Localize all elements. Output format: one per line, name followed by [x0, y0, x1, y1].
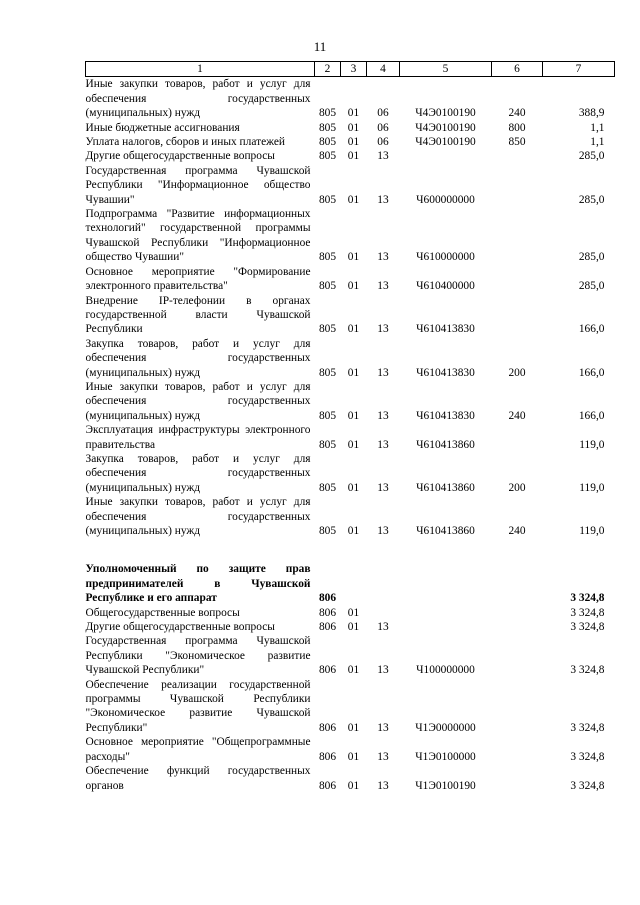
cell-code-admin: 805: [318, 193, 337, 206]
cell-expense-type: 240: [508, 409, 526, 422]
cell-expense-type: [492, 678, 543, 736]
cell-amount: 3 324,8: [570, 592, 605, 605]
cell-target-article: Ч610413830: [416, 366, 475, 379]
cell-target-article: Ч4Э0100190: [415, 136, 476, 149]
cell-expense-type: 800: [508, 121, 526, 134]
spacer-cell: [86, 538, 615, 562]
cell-expense-type: 200: [508, 481, 526, 494]
cell-subsection: 13: [377, 251, 389, 264]
cell-amount: 1,1: [590, 121, 605, 134]
page-number: 11: [313, 39, 327, 54]
cell-section: 01: [347, 107, 360, 120]
cell-expense-type: [492, 207, 543, 265]
cell-target-article: Ч1Э0000000: [415, 721, 476, 734]
table-row: [86, 149, 615, 163]
cell-code-admin: 805: [318, 409, 337, 422]
cell-section: 01: [347, 779, 360, 792]
table-row: [86, 423, 615, 452]
cell-code-admin: 806: [318, 779, 337, 792]
cell-target-article: Ч1Э0100000: [415, 750, 476, 763]
cell-subsection: 13: [377, 721, 389, 734]
cell-section: 01: [347, 193, 360, 206]
cell-code-admin: 805: [318, 280, 337, 293]
cell-target-article: Ч610413830: [416, 409, 475, 422]
table-header-row: [86, 62, 615, 77]
table-row: [86, 678, 615, 736]
cell-amount: 3 324,8: [570, 606, 605, 619]
cell-code-admin: 805: [318, 525, 337, 537]
cell-code-admin: 805: [318, 481, 337, 494]
row-name: Иные закупки товаров, работ и услуг для обеспечения государственных (муниципальных) нужд: [85, 78, 311, 120]
cell-section: 01: [347, 621, 360, 634]
table-row: [86, 164, 615, 207]
cell-code-admin: 806: [318, 721, 337, 734]
cell-amount: 3 324,8: [570, 779, 605, 792]
cell-section: 01: [347, 136, 360, 149]
column-header: 4: [367, 62, 400, 77]
cell-code-admin: 806: [318, 606, 337, 619]
column-header: 5: [400, 62, 492, 77]
cell-target-article: Ч610413860: [416, 481, 475, 494]
row-name: Уплата налогов, сборов и иных платежей: [85, 136, 285, 149]
cell-amount: 119,0: [579, 525, 605, 537]
cell-subsection: 13: [377, 366, 389, 379]
cell-expense-type: [492, 423, 543, 452]
table-row: [86, 121, 615, 135]
budget-table: [85, 61, 615, 793]
cell-subsection: [367, 606, 400, 620]
cell-expense-type: 240: [508, 525, 526, 537]
cell-amount: 119,0: [579, 481, 605, 494]
cell-subsection: 13: [377, 280, 389, 293]
cell-code-admin: 805: [318, 121, 337, 134]
cell-target-article: Ч100000000: [416, 664, 475, 677]
cell-subsection: 13: [377, 323, 389, 336]
cell-target-article: Ч1Э0100190: [415, 779, 476, 792]
cell-subsection: 13: [377, 525, 389, 537]
cell-amount: 166,0: [578, 323, 605, 336]
table-row: [86, 207, 615, 265]
table-row: [86, 294, 615, 337]
row-name: Иные бюджетные ассигнования: [85, 121, 240, 134]
cell-section: 01: [347, 323, 360, 336]
cell-section: 01: [347, 664, 360, 677]
cell-subsection: 13: [377, 150, 389, 163]
cell-target-article: [400, 620, 492, 634]
cell-target-article: Ч600000000: [416, 193, 475, 206]
row-name: Внедрение IP-телефонии в органах государственной власти Чувашской Республики: [85, 294, 311, 336]
cell-subsection: 06: [377, 107, 389, 120]
cell-expense-type: [492, 149, 543, 163]
table-row: [86, 337, 615, 380]
cell-code-admin: 805: [318, 107, 337, 120]
cell-section: 01: [347, 409, 360, 422]
cell-amount: 1,1: [590, 136, 605, 149]
cell-amount: 3 324,8: [570, 750, 605, 763]
cell-subsection: 13: [377, 621, 389, 634]
cell-subsection: 13: [377, 193, 389, 206]
cell-target-article: [400, 606, 492, 620]
table-body: [86, 77, 615, 793]
cell-section: 01: [347, 750, 360, 763]
row-name: Основное мероприятие "Общепрограммные расходы": [85, 736, 311, 763]
column-header: 6: [492, 62, 543, 77]
cell-code-admin: 805: [318, 251, 337, 264]
table-row: [86, 562, 615, 605]
cell-target-article: [400, 562, 492, 605]
cell-amount: 166,0: [578, 409, 605, 422]
cell-subsection: 13: [377, 481, 389, 494]
row-name: Подпрограмма "Развитие информационных технологий" государственной программы Чувашской Республики "Информационное общество Чувашии": [85, 208, 311, 264]
cell-target-article: Ч4Э0100190: [415, 107, 476, 120]
cell-amount: 285,0: [578, 251, 605, 264]
row-name: Обеспечение реализации государственной программы Чувашской Республики "Экономическое развитие Чувашской Республики": [85, 678, 311, 734]
row-name: Другие общегосударственные вопросы: [85, 150, 275, 163]
cell-amount: 3 324,8: [570, 664, 605, 677]
cell-expense-type: 200: [508, 366, 526, 379]
table-row: [86, 495, 615, 538]
cell-section: [341, 562, 367, 605]
table-row: [86, 764, 615, 793]
column-header: 7: [543, 62, 615, 77]
cell-code-admin: 805: [318, 366, 337, 379]
row-name: Закупка товаров, работ и услуг для обеспечения государственных (муниципальных) нужд: [85, 337, 311, 379]
column-header: 2: [315, 62, 341, 77]
cell-expense-type: [492, 764, 543, 793]
cell-amount: 166,0: [578, 366, 605, 379]
cell-amount: 388,9: [578, 107, 605, 120]
row-name: Закупка товаров, работ и услуг для обеспечения государственных (муниципальных) нужд: [85, 452, 311, 494]
cell-expense-type: 850: [508, 136, 526, 149]
table-row: [86, 265, 615, 294]
cell-amount: 285,0: [578, 193, 605, 206]
row-name: Эксплуатация инфраструктуры электронного правительства: [85, 424, 311, 451]
cell-target-article: Ч4Э0100190: [415, 121, 476, 134]
cell-expense-type: [492, 294, 543, 337]
cell-target-article: Ч610000000: [416, 251, 475, 264]
cell-target-article: Ч610413860: [416, 438, 475, 451]
cell-code-admin: 806: [318, 664, 337, 677]
row-name: Уполномоченный по защите прав предпринимателей в Чувашской Республике и его аппарат: [85, 563, 311, 605]
cell-expense-type: [492, 562, 543, 605]
row-name: Обеспечение функций государственных органов: [85, 765, 311, 792]
cell-amount: 3 324,8: [570, 621, 605, 634]
cell-expense-type: [492, 620, 543, 634]
table-row: [86, 77, 615, 121]
cell-code-admin: 805: [318, 150, 337, 163]
cell-amount: 285,0: [578, 280, 605, 293]
cell-expense-type: [492, 164, 543, 207]
cell-subsection: [367, 562, 400, 605]
column-header: 3: [341, 62, 367, 77]
cell-expense-type: [492, 606, 543, 620]
table-row: [86, 135, 615, 149]
cell-section: 01: [347, 121, 360, 134]
cell-amount: 119,0: [579, 438, 605, 451]
row-name: Государственная программа Чувашской Республики "Информационное общество Чувашии": [85, 164, 311, 206]
cell-code-admin: 805: [318, 438, 337, 451]
row-name: Иные закупки товаров, работ и услуг для обеспечения государственных (муниципальных) нужд: [85, 380, 311, 422]
cell-code-admin: 805: [318, 323, 337, 336]
cell-section: 01: [347, 366, 360, 379]
cell-expense-type: 240: [508, 107, 526, 120]
cell-section: 01: [347, 721, 360, 734]
cell-subsection: 13: [377, 438, 389, 451]
cell-amount: 285,0: [578, 150, 605, 163]
cell-target-article: Ч610400000: [416, 280, 475, 293]
cell-target-article: Ч610413830: [416, 323, 475, 336]
row-name: Общегосударственные вопросы: [85, 606, 240, 619]
cell-section: 01: [347, 438, 360, 451]
cell-section: 01: [347, 481, 360, 494]
cell-section: 01: [347, 525, 360, 537]
cell-expense-type: [492, 735, 543, 764]
cell-expense-type: [492, 634, 543, 677]
table-row: [86, 380, 615, 423]
cell-section: 01: [347, 280, 360, 293]
column-header: 1: [86, 62, 315, 77]
cell-code-admin: 806: [318, 621, 337, 634]
cell-amount: 3 324,8: [570, 721, 605, 734]
row-name: Другие общегосударственные вопросы: [85, 621, 275, 634]
table-row: [86, 452, 615, 495]
cell-code-admin: 806: [318, 592, 337, 605]
cell-code-admin: 806: [318, 750, 337, 763]
cell-section: 01: [347, 606, 360, 619]
table-row: [86, 634, 615, 677]
cell-section: 01: [347, 150, 360, 163]
cell-subsection: 13: [377, 779, 389, 792]
row-name: Государственная программа Чувашской Республики "Экономическое развитие Чувашской Республики": [85, 635, 311, 677]
cell-section: 01: [347, 251, 360, 264]
row-name: Основное мероприятие "Формирование электронного правительства": [85, 265, 311, 293]
cell-target-article: [400, 149, 492, 163]
table-row: [86, 735, 615, 764]
table-row: [86, 606, 615, 620]
row-name: Иные закупки товаров, работ и услуг для обеспечения государственных (муниципальных) нужд: [85, 496, 311, 537]
cell-subsection: 06: [377, 136, 389, 149]
cell-code-admin: 805: [318, 136, 337, 149]
cell-subsection: 13: [377, 750, 389, 763]
cell-subsection: 13: [377, 664, 389, 677]
cell-expense-type: [492, 265, 543, 294]
spacer-row: [86, 538, 615, 562]
table-row: [86, 620, 615, 634]
cell-target-article: Ч610413860: [416, 525, 475, 537]
cell-subsection: 06: [377, 121, 389, 134]
cell-subsection: 13: [377, 409, 389, 422]
